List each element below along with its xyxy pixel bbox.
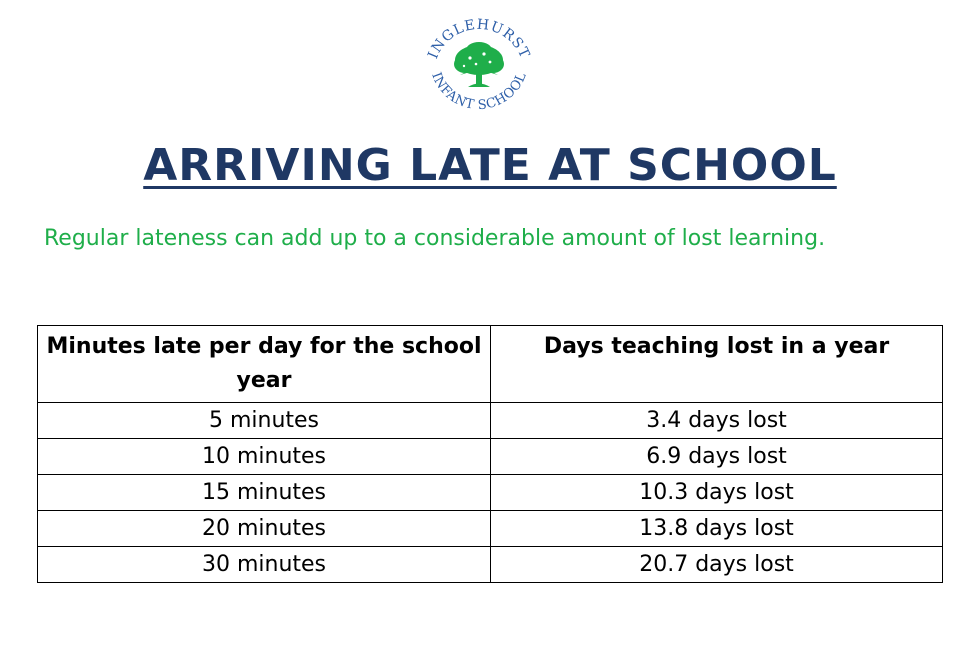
minutes-cell: 10 minutes [38,439,491,475]
page-title-text: ARRIVING LATE AT SCHOOL [143,140,837,191]
lateness-table [37,325,943,583]
minutes-cell: 15 minutes [38,475,491,511]
page-title [0,134,980,198]
table-row [38,475,943,511]
column-header-days: Days teaching lost in a year [491,326,943,403]
days-cell: 20.7 days lost [491,547,943,583]
days-cell: 6.9 days lost [491,439,943,475]
column-header-minutes: Minutes late per day for the school year [38,326,491,403]
days-cell: 13.8 days lost [491,511,943,547]
tree-icon [420,12,538,120]
table-row [38,547,943,583]
school-logo [420,12,538,120]
minutes-cell: 5 minutes [38,403,491,439]
minutes-cell: 20 minutes [38,511,491,547]
table-row [38,439,943,475]
table-header-row [38,326,943,403]
table-row [38,403,943,439]
minutes-cell: 30 minutes [38,547,491,583]
days-cell: 3.4 days lost [491,403,943,439]
subtitle: Regular lateness can add up to a considerable amount of lost learning. [44,226,826,251]
days-cell: 10.3 days lost [491,475,943,511]
table-row [38,511,943,547]
logo-text-bottom: INFANT SCHOOL [428,70,530,114]
logo-text-top: INGLEHURST [425,16,533,62]
